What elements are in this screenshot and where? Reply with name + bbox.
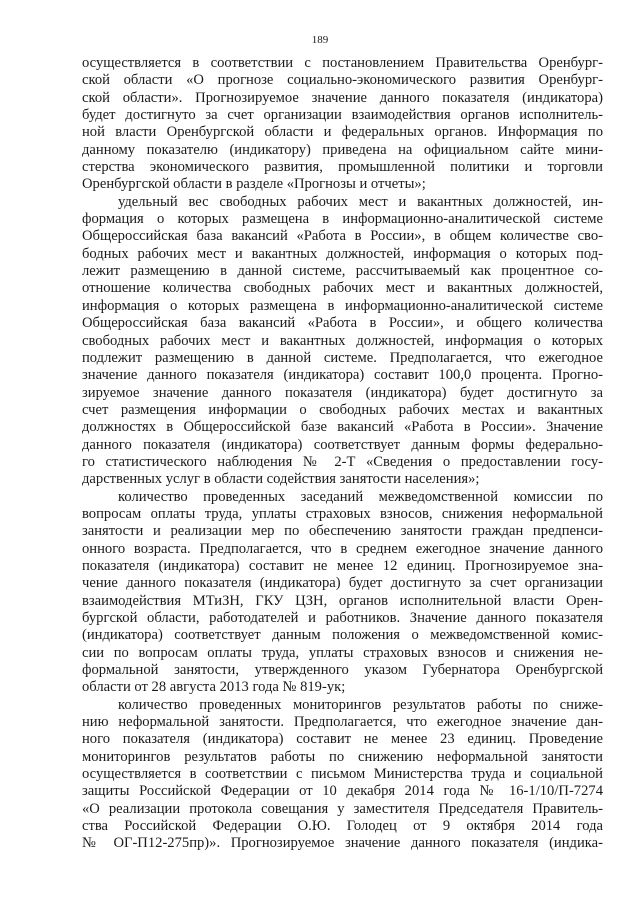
text-line: мониторингов результатов работы по снижению неформальной занятости (82, 748, 603, 765)
text-line: занятости и реализации мер по обеспечению занятости граждан предпенси- (82, 523, 603, 540)
text-line: данному показателю (индикатору) приведена на официальном сайте мини- (82, 141, 603, 158)
text-line: отношение количества свободных рабочих мест и вакантных должностей, (82, 280, 603, 297)
text-line: стерства экономического развития, промышленной политики и торговли (82, 159, 603, 176)
text-line: формальной занятости, утвержденного указом Губернатора Оренбургской (82, 662, 603, 679)
text-line: ной власти Оренбургской области и федеральных органов. Информация по (82, 124, 603, 141)
text-line: количество проведенных мониторингов результатов работы по сниже- (118, 696, 603, 713)
text-line: ской области «О прогнозе социально-экономического развития Оренбург- (82, 72, 603, 89)
text-line: свободных рабочих мест и вакантных должностей, информация о которых (82, 332, 603, 349)
text-line: вопросам оплаты труда, уплаты страховых взносов, снижения неформальной (82, 505, 603, 522)
text-line: осуществляется в соответствии с постановлением Правительства Оренбург- (82, 55, 603, 71)
text-line: чение данного показателя (индикатора) будет достигнуто за счет организации (82, 575, 603, 592)
text-line: области от 28 августа 2013 года № 819-ук; (82, 679, 346, 696)
text-line: ного показателя (индикатора) составит не менее 23 единиц. Проведение (82, 731, 603, 748)
text-line: ства Российской Федерации О.Ю. Голодец от 9 октября 2014 года (82, 818, 603, 835)
text-line: Оренбургской области в разделе «Прогнозы и отчеты»; (82, 176, 426, 193)
text-line: информация о которых размещена в информационно-аналитической системе (82, 297, 603, 314)
text-line: Общероссийская база вакансий «Работа в России», в общем количестве сво- (82, 228, 603, 245)
text-line: защиты Российской Федерации от 10 декабря 2014 года № 16-1/10/П-7274 (82, 783, 603, 800)
text-line: Общероссийская база вакансий «Работа в России», и общего количества (82, 315, 603, 332)
text-line: показателя (индикатора) составит не менее 12 единиц. Прогнозируемое зна- (82, 557, 603, 574)
text-line: бургской области, работодателей и работников. Значение данного показателя (82, 610, 603, 626)
text-line: зируемое значение данного показателя (индикатора) будет достигнуто за (82, 384, 603, 401)
text-line: количество проведенных заседаний межведомственной комиссии по (118, 488, 603, 505)
text-line: «О реализации протокола совещания у заместителя Председателя Правитель- (82, 800, 603, 817)
text-line: будет достигнуто за счет организации взаимодействия органов исполнитель- (82, 107, 603, 124)
text-line: онного возраста. Предполагается, что в среднем ежегодное значение данного (82, 540, 603, 557)
text-line: бодных рабочих мест и вакантных должностей, информация о которых под- (82, 245, 603, 262)
page-number: 189 (311, 34, 329, 46)
text-line: данного показателя (индикатора) соответствует данным формы федерально- (82, 436, 603, 453)
text-line: осуществляется в соответствии с письмом Министерства труда и социальной (82, 766, 603, 783)
text-line: значение данного показателя (индикатора) составит 100,0 процента. Прогно- (82, 367, 603, 384)
text-line: дарственных услуг в области содействия занятости населения»; (82, 471, 480, 488)
text-line: № ОГ-П12-275пр)». Прогнозируемое значение данного показателя (индика- (82, 835, 603, 852)
text-line: удельный вес свободных рабочих мест и вакантных должностей, ин- (118, 193, 603, 210)
text-line: формация о которых размещена в информационно-аналитической системе (82, 211, 603, 228)
text-line: сии по вопросам оплаты труда, уплаты страховых взносов и снижения не- (82, 644, 603, 661)
text-line: ской области». Прогнозируемое значение данного показателя (индикатора) (82, 89, 603, 106)
text-line: нию неформальной занятости. Предполагается, что ежегодное значение дан- (82, 714, 603, 731)
text-line: подлежит размещению в данной системе. Предполагается, что ежегодное (82, 349, 603, 366)
document-body (82, 55, 603, 853)
text-line: счет размещения информации о свободных рабочих местах и вакантных (82, 401, 603, 418)
text-line: го статистического наблюдения № 2-Т «Сведения о предоставлении госу- (82, 453, 603, 470)
text-line: взаимодействия МТиЗН, ГКУ ЦЗН, органов исполнительной власти Орен- (82, 592, 603, 609)
text-line: (индикатора) соответствует данным положения о межведомственной комис- (82, 627, 603, 644)
text-line: должностях в Общероссийской базе вакансий «Работа в России». Значение (82, 419, 603, 436)
text-line: лежит размещению в данной системе, рассчитываемый как процентное со- (82, 263, 603, 280)
